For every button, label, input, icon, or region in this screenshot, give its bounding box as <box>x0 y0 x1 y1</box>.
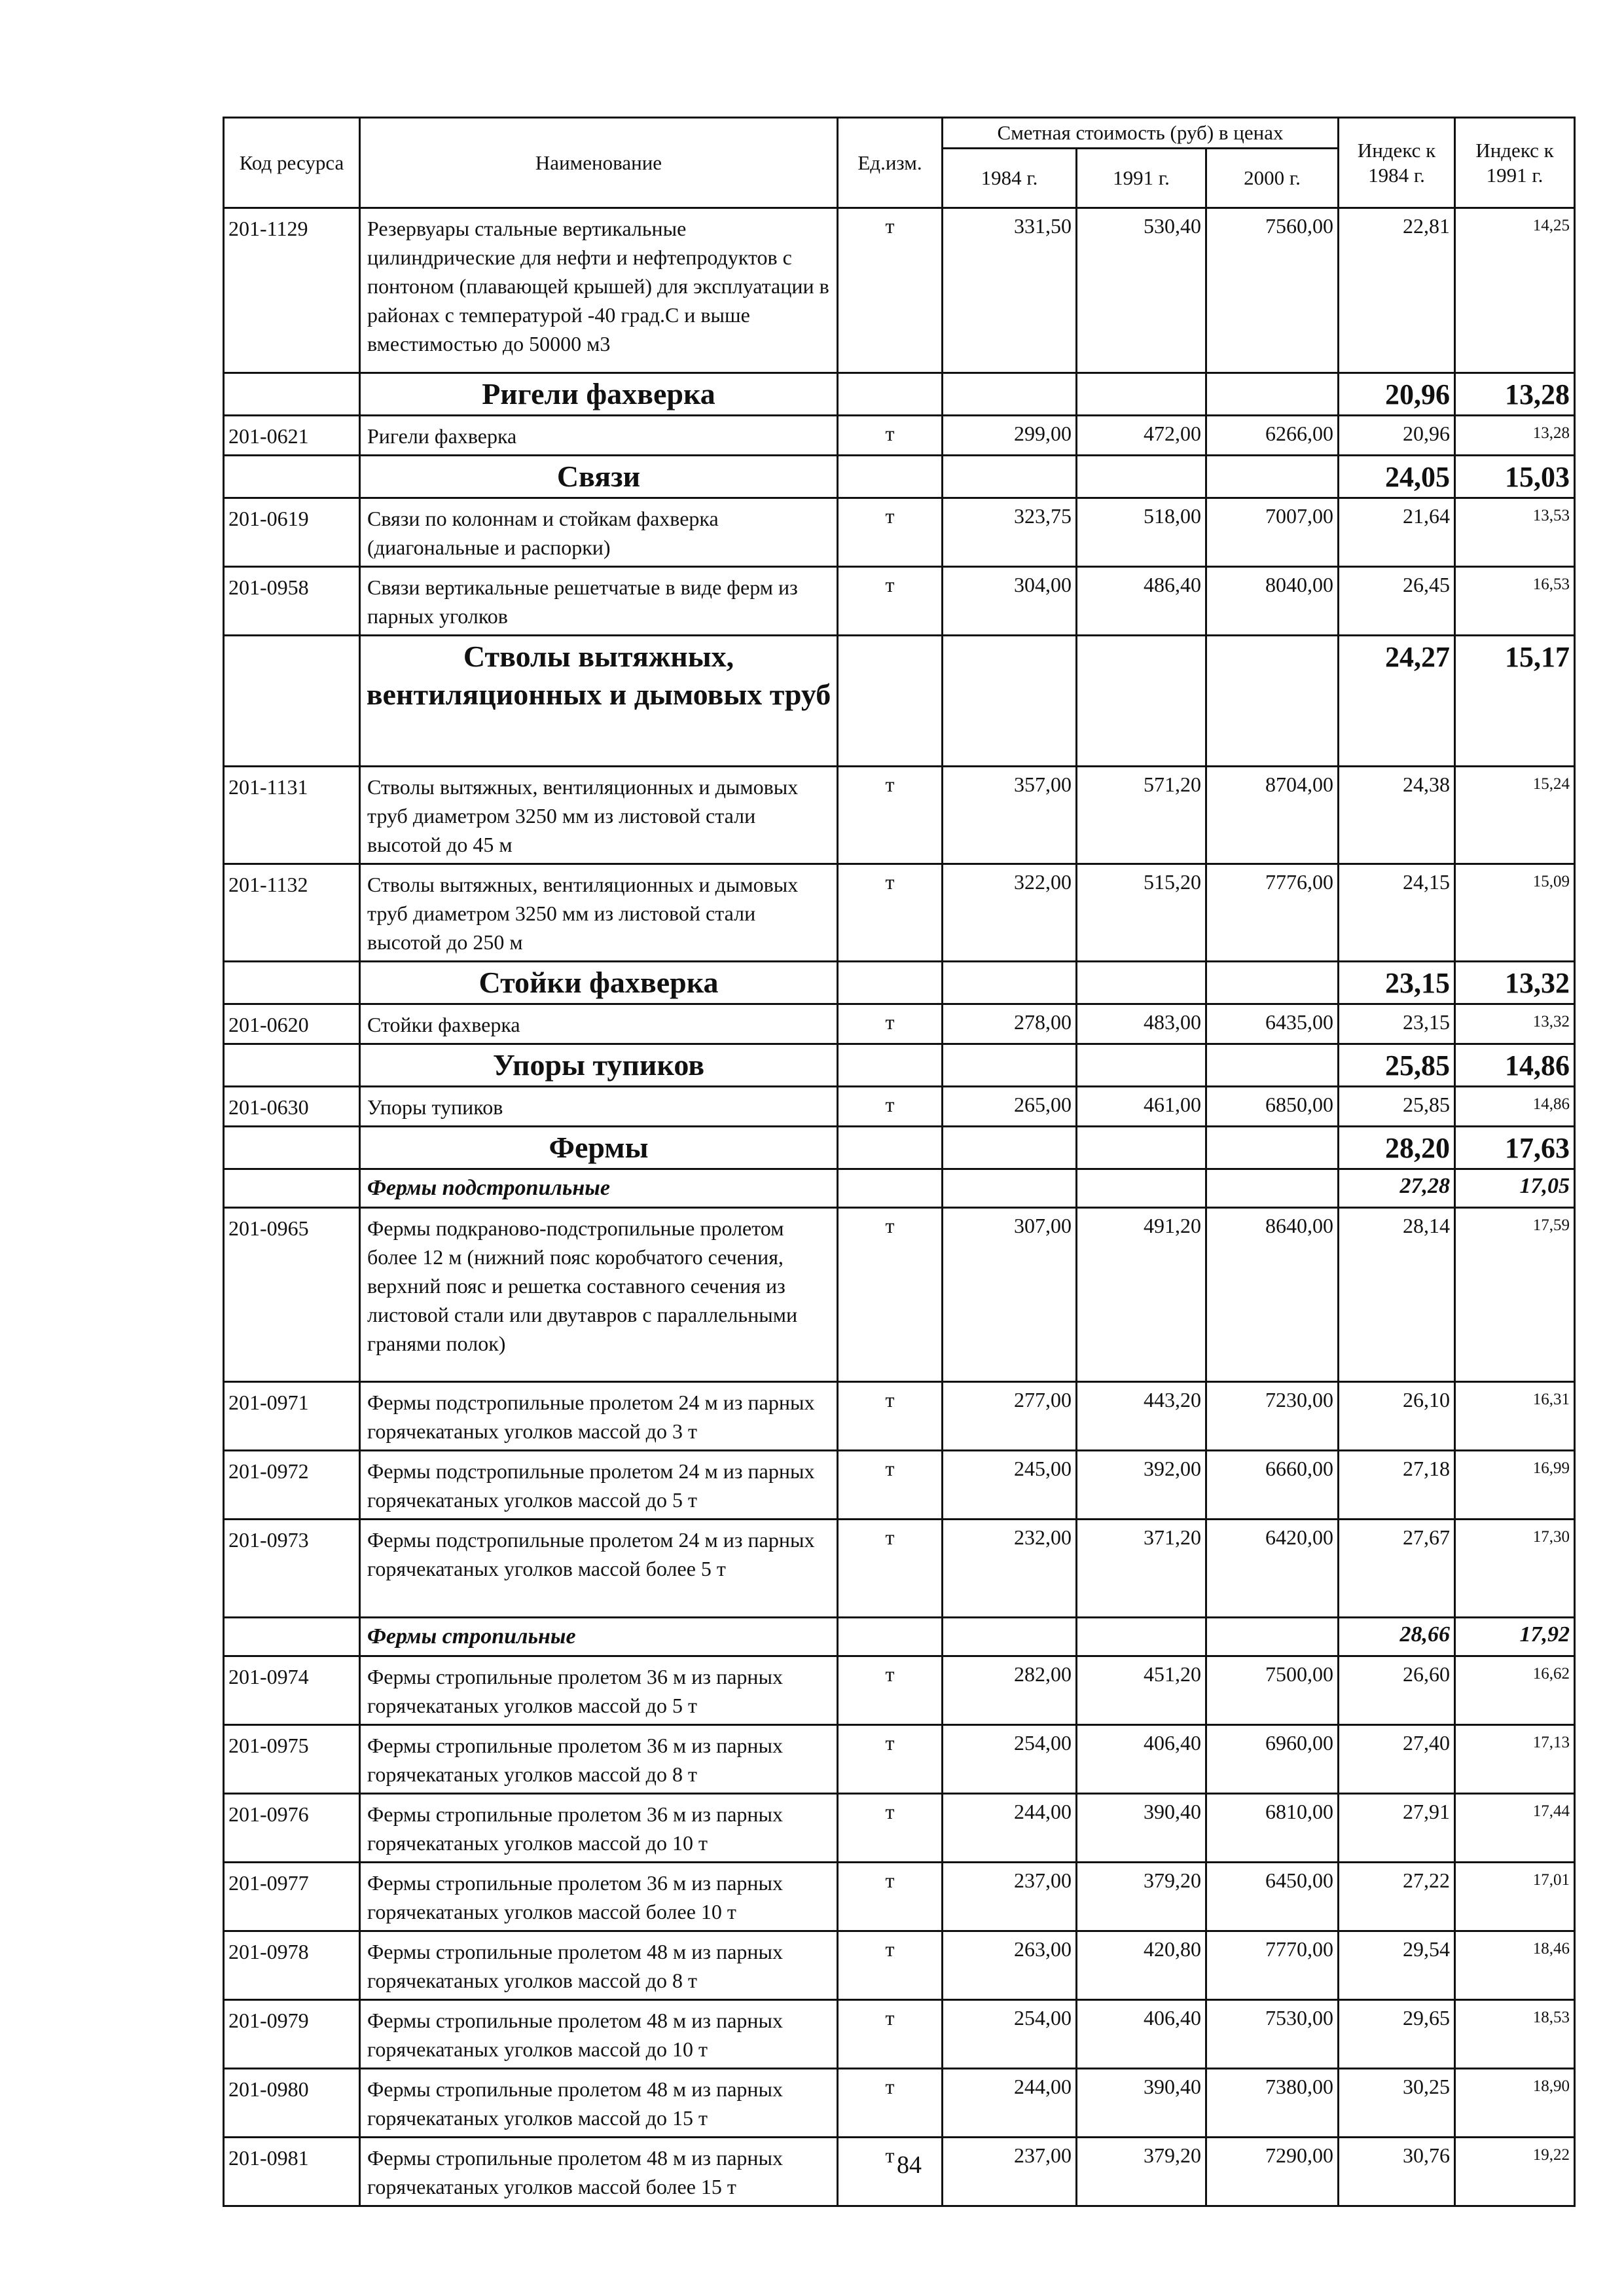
table-row <box>224 1382 1575 1451</box>
cell-price-1984 <box>943 373 1077 416</box>
cell-price-1991: 486,40 <box>1077 567 1206 636</box>
cell-price-2000 <box>1206 1169 1339 1208</box>
cell-index-1984: 28,66 <box>1339 1618 1455 1656</box>
table-row <box>224 1520 1575 1618</box>
header-name: Наименование <box>360 118 838 208</box>
cell-name: Фермы стропильные пролетом 36 м из парных горячекатаных уголков массой до 5 т <box>360 1656 838 1725</box>
cell-unit: т <box>838 1451 943 1520</box>
price-table <box>223 117 1576 2207</box>
cell-index-1991: 13,28 <box>1455 373 1575 416</box>
cell-price-1984 <box>943 636 1077 767</box>
cell-price-1991: 571,20 <box>1077 767 1206 864</box>
cell-index-1984: 24,38 <box>1339 767 1455 864</box>
cell-unit: т <box>838 2069 943 2138</box>
cell-index-1984: 24,05 <box>1339 456 1455 498</box>
cell-price-2000: 6810,00 <box>1206 1794 1339 1863</box>
header-year-1991: 1991 г. <box>1077 149 1206 208</box>
cell-name: Фермы стропильные пролетом 36 м из парных горячекатаных уголков массой до 10 т <box>360 1794 838 1863</box>
cell-index-1984: 27,91 <box>1339 1794 1455 1863</box>
cell-index-1984: 26,10 <box>1339 1382 1455 1451</box>
cell-price-1991: 443,20 <box>1077 1382 1206 1451</box>
cell-price-1984: 304,00 <box>943 567 1077 636</box>
table-row <box>224 2000 1575 2069</box>
cell-code: 201-0975 <box>224 1725 360 1794</box>
header-estimate: Сметная стоимость (руб) в ценах <box>943 118 1339 149</box>
cell-name: Фермы подстропильные пролетом 24 м из парных горячекатаных уголков массой до 5 т <box>360 1451 838 1520</box>
cell-unit <box>838 962 943 1004</box>
cell-index-1991: 14,86 <box>1455 1087 1575 1127</box>
cell-price-1984: 323,75 <box>943 498 1077 567</box>
cell-unit: т <box>838 1794 943 1863</box>
cell-code: 201-0978 <box>224 1931 360 2000</box>
cell-code <box>224 1618 360 1656</box>
cell-index-1991: 17,59 <box>1455 1208 1575 1382</box>
cell-unit <box>838 1618 943 1656</box>
cell-price-2000: 7776,00 <box>1206 864 1339 962</box>
subsection-row <box>224 1169 1575 1208</box>
table-row <box>224 1794 1575 1863</box>
cell-name: Фермы стропильные пролетом 36 м из парных горячекатаных уголков массой более 10 т <box>360 1863 838 1931</box>
cell-price-2000: 8040,00 <box>1206 567 1339 636</box>
cell-index-1984: 26,45 <box>1339 567 1455 636</box>
cell-price-1991: 379,20 <box>1077 2138 1206 2206</box>
cell-unit: т <box>838 1725 943 1794</box>
cell-price-2000: 6266,00 <box>1206 416 1339 456</box>
cell-price-1991: 390,40 <box>1077 1794 1206 1863</box>
cell-unit <box>838 373 943 416</box>
cell-unit <box>838 1169 943 1208</box>
header-year-1984: 1984 г. <box>943 149 1077 208</box>
cell-code: 201-0620 <box>224 1004 360 1044</box>
cell-price-1991: 461,00 <box>1077 1087 1206 1127</box>
cell-index-1984: 26,60 <box>1339 1656 1455 1725</box>
cell-price-1991 <box>1077 1169 1206 1208</box>
subsection-row <box>224 1618 1575 1656</box>
cell-code <box>224 1127 360 1169</box>
cell-code: 201-0621 <box>224 416 360 456</box>
cell-index-1991: 17,13 <box>1455 1725 1575 1794</box>
cell-index-1984: 28,20 <box>1339 1127 1455 1169</box>
cell-index-1984: 20,96 <box>1339 416 1455 456</box>
cell-price-1984: 299,00 <box>943 416 1077 456</box>
header-year-2000: 2000 г. <box>1206 149 1339 208</box>
cell-index-1984: 25,85 <box>1339 1087 1455 1127</box>
cell-price-2000: 7500,00 <box>1206 1656 1339 1725</box>
cell-price-2000: 7560,00 <box>1206 208 1339 373</box>
cell-name: Фермы подстропильные пролетом 24 м из парных горячекатаных уголков массой более 5 т <box>360 1520 838 1618</box>
cell-code: 201-0979 <box>224 2000 360 2069</box>
table-row <box>224 1863 1575 1931</box>
cell-price-1991 <box>1077 962 1206 1004</box>
cell-code <box>224 1044 360 1087</box>
cell-index-1991: 14,86 <box>1455 1044 1575 1087</box>
cell-code: 201-0977 <box>224 1863 360 1931</box>
cell-unit: т <box>838 767 943 864</box>
cell-price-2000: 7380,00 <box>1206 2069 1339 2138</box>
cell-price-1991: 518,00 <box>1077 498 1206 567</box>
cell-price-1984: 245,00 <box>943 1451 1077 1520</box>
cell-price-1991 <box>1077 1044 1206 1087</box>
cell-price-2000 <box>1206 373 1339 416</box>
cell-name: Стволы вытяжных, вентиляционных и дымовых труб диаметром 3250 мм из листовой стали высотой до 250 м <box>360 864 838 962</box>
table-row <box>224 864 1575 962</box>
cell-price-2000: 6420,00 <box>1206 1520 1339 1618</box>
cell-unit: т <box>838 1863 943 1931</box>
cell-index-1991: 16,62 <box>1455 1656 1575 1725</box>
cell-unit <box>838 636 943 767</box>
cell-price-1984: 232,00 <box>943 1520 1077 1618</box>
cell-code: 201-0958 <box>224 567 360 636</box>
cell-index-1984: 27,18 <box>1339 1451 1455 1520</box>
cell-price-2000 <box>1206 1044 1339 1087</box>
cell-price-1984 <box>943 1169 1077 1208</box>
table-row <box>224 767 1575 864</box>
cell-price-1991: 371,20 <box>1077 1520 1206 1618</box>
cell-index-1984: 27,40 <box>1339 1725 1455 1794</box>
cell-price-1984: 254,00 <box>943 2000 1077 2069</box>
cell-index-1984: 29,65 <box>1339 2000 1455 2069</box>
header-index-1984: Индекс к 1984 г. <box>1339 118 1455 208</box>
cell-index-1991: 16,53 <box>1455 567 1575 636</box>
cell-name: Фермы стропильные <box>360 1618 838 1656</box>
cell-name: Фермы стропильные пролетом 36 м из парных горячекатаных уголков массой до 8 т <box>360 1725 838 1794</box>
table-row <box>224 567 1575 636</box>
cell-price-1984: 265,00 <box>943 1087 1077 1127</box>
cell-unit: т <box>838 498 943 567</box>
cell-price-1991: 406,40 <box>1077 1725 1206 1794</box>
cell-name: Ригели фахверка <box>360 373 838 416</box>
cell-unit: т <box>838 1931 943 2000</box>
cell-code: 201-0619 <box>224 498 360 567</box>
cell-index-1991: 14,25 <box>1455 208 1575 373</box>
cell-index-1984: 23,15 <box>1339 1004 1455 1044</box>
header-code: Код ресурса <box>224 118 360 208</box>
cell-price-1984: 277,00 <box>943 1382 1077 1451</box>
cell-index-1991: 16,99 <box>1455 1451 1575 1520</box>
section-row <box>224 1127 1575 1169</box>
cell-unit <box>838 1127 943 1169</box>
cell-index-1984: 23,15 <box>1339 962 1455 1004</box>
cell-index-1991: 15,24 <box>1455 767 1575 864</box>
cell-unit: т <box>838 567 943 636</box>
cell-price-1991: 379,20 <box>1077 1863 1206 1931</box>
cell-price-2000: 8640,00 <box>1206 1208 1339 1382</box>
cell-price-1991 <box>1077 1618 1206 1656</box>
section-row <box>224 456 1575 498</box>
cell-name: Фермы стропильные пролетом 48 м из парных горячекатаных уголков массой до 8 т <box>360 1931 838 2000</box>
cell-price-2000: 7530,00 <box>1206 2000 1339 2069</box>
cell-price-1991: 390,40 <box>1077 2069 1206 2138</box>
cell-code <box>224 373 360 416</box>
cell-code: 201-0973 <box>224 1520 360 1618</box>
table-row <box>224 2069 1575 2138</box>
cell-price-1984: 254,00 <box>943 1725 1077 1794</box>
cell-unit: т <box>838 2000 943 2069</box>
cell-code: 201-0630 <box>224 1087 360 1127</box>
cell-name: Ригели фахверка <box>360 416 838 456</box>
header-index-1991: Индекс к 1991 г. <box>1455 118 1575 208</box>
cell-price-2000: 7230,00 <box>1206 1382 1339 1451</box>
page-number: 84 <box>897 2151 922 2179</box>
cell-code: 201-0981 <box>224 2138 360 2206</box>
cell-price-1984: 357,00 <box>943 767 1077 864</box>
cell-price-1991 <box>1077 636 1206 767</box>
cell-price-1991 <box>1077 456 1206 498</box>
cell-name: Стойки фахверка <box>360 1004 838 1044</box>
table-row <box>224 1087 1575 1127</box>
cell-price-2000: 7007,00 <box>1206 498 1339 567</box>
cell-index-1984: 30,25 <box>1339 2069 1455 2138</box>
table-row <box>224 498 1575 567</box>
cell-price-2000 <box>1206 1127 1339 1169</box>
section-row <box>224 962 1575 1004</box>
section-row <box>224 636 1575 767</box>
cell-code <box>224 1169 360 1208</box>
header-unit: Ед.изм. <box>838 118 943 208</box>
cell-index-1991: 13,53 <box>1455 498 1575 567</box>
cell-price-1991: 491,20 <box>1077 1208 1206 1382</box>
table-row <box>224 1931 1575 2000</box>
cell-price-1984: 244,00 <box>943 2069 1077 2138</box>
table-row <box>224 1725 1575 1794</box>
cell-price-2000: 6450,00 <box>1206 1863 1339 1931</box>
cell-index-1991: 19,22 <box>1455 2138 1575 2206</box>
cell-name: Фермы стропильные пролетом 48 м из парных горячекатаных уголков массой до 15 т <box>360 2069 838 2138</box>
cell-code <box>224 636 360 767</box>
cell-index-1991: 13,32 <box>1455 962 1575 1004</box>
cell-index-1991: 17,92 <box>1455 1618 1575 1656</box>
cell-price-2000: 6850,00 <box>1206 1087 1339 1127</box>
section-row <box>224 1044 1575 1087</box>
cell-unit: т <box>838 1087 943 1127</box>
cell-price-2000 <box>1206 962 1339 1004</box>
cell-unit: т <box>838 1382 943 1451</box>
cell-price-2000 <box>1206 1618 1339 1656</box>
cell-price-1984: 307,00 <box>943 1208 1077 1382</box>
cell-code: 201-1131 <box>224 767 360 864</box>
cell-price-1991: 530,40 <box>1077 208 1206 373</box>
cell-code <box>224 962 360 1004</box>
cell-price-2000: 6660,00 <box>1206 1451 1339 1520</box>
cell-price-1991: 515,20 <box>1077 864 1206 962</box>
cell-unit: т <box>838 864 943 962</box>
cell-code <box>224 456 360 498</box>
cell-name: Упоры тупиков <box>360 1087 838 1127</box>
cell-index-1984: 28,14 <box>1339 1208 1455 1382</box>
cell-code: 201-0976 <box>224 1794 360 1863</box>
cell-name: Стволы вытяжных, вентиляционных и дымовых труб <box>360 636 838 767</box>
cell-name: Фермы подкраново-подстропильные пролетом более 12 м (нижний пояс коробчатого сечения, верхний пояс и решетка составного сечения из листовой стали или двутавров с параллельными гранями полок) <box>360 1208 838 1382</box>
cell-unit: т <box>838 208 943 373</box>
cell-price-2000: 6960,00 <box>1206 1725 1339 1794</box>
cell-index-1991: 18,53 <box>1455 2000 1575 2069</box>
cell-code: 201-0971 <box>224 1382 360 1451</box>
cell-index-1991: 15,17 <box>1455 636 1575 767</box>
cell-price-1984: 322,00 <box>943 864 1077 962</box>
cell-price-1991: 392,00 <box>1077 1451 1206 1520</box>
cell-index-1984: 25,85 <box>1339 1044 1455 1087</box>
cell-index-1991: 16,31 <box>1455 1382 1575 1451</box>
cell-unit: т <box>838 416 943 456</box>
cell-index-1991: 13,32 <box>1455 1004 1575 1044</box>
cell-price-2000 <box>1206 456 1339 498</box>
cell-index-1984: 29,54 <box>1339 1931 1455 2000</box>
cell-index-1984: 21,64 <box>1339 498 1455 567</box>
cell-name: Упоры тупиков <box>360 1044 838 1087</box>
cell-index-1991: 15,03 <box>1455 456 1575 498</box>
cell-code: 201-0980 <box>224 2069 360 2138</box>
cell-price-2000: 7290,00 <box>1206 2138 1339 2206</box>
cell-code: 201-0965 <box>224 1208 360 1382</box>
cell-price-1991 <box>1077 1127 1206 1169</box>
cell-index-1984: 24,27 <box>1339 636 1455 767</box>
cell-name: Фермы стропильные пролетом 48 м из парных горячекатаных уголков массой более 15 т <box>360 2138 838 2206</box>
cell-price-1991: 406,40 <box>1077 2000 1206 2069</box>
cell-code: 201-0974 <box>224 1656 360 1725</box>
cell-index-1991: 18,90 <box>1455 2069 1575 2138</box>
cell-price-1991 <box>1077 373 1206 416</box>
cell-index-1984: 24,15 <box>1339 864 1455 962</box>
cell-index-1991: 17,01 <box>1455 1863 1575 1931</box>
cell-name: Резервуары стальные вертикальные цилиндрические для нефти и нефтепродуктов с понтоном (плавающей крышей) для эксплуатации в районах с температурой -40 град.С и выше вместимостью до 50000 м3 <box>360 208 838 373</box>
cell-price-1984: 237,00 <box>943 1863 1077 1931</box>
table-row <box>224 1656 1575 1725</box>
cell-index-1984: 20,96 <box>1339 373 1455 416</box>
cell-index-1984: 30,76 <box>1339 2138 1455 2206</box>
cell-unit: т <box>838 1656 943 1725</box>
cell-name: Фермы подстропильные пролетом 24 м из парных горячекатаных уголков массой до 3 т <box>360 1382 838 1451</box>
cell-price-1984 <box>943 1127 1077 1169</box>
cell-price-1984: 331,50 <box>943 208 1077 373</box>
cell-price-1991: 420,80 <box>1077 1931 1206 2000</box>
cell-index-1984: 27,67 <box>1339 1520 1455 1618</box>
cell-name: Связи по колоннам и стойкам фахверка (диагональные и распорки) <box>360 498 838 567</box>
cell-index-1991: 17,63 <box>1455 1127 1575 1169</box>
table-body <box>224 208 1575 2206</box>
cell-unit: т <box>838 1208 943 1382</box>
cell-price-1991: 472,00 <box>1077 416 1206 456</box>
cell-index-1991: 18,46 <box>1455 1931 1575 2000</box>
cell-index-1984: 27,28 <box>1339 1169 1455 1208</box>
table-row <box>224 1208 1575 1382</box>
cell-index-1991: 17,44 <box>1455 1794 1575 1863</box>
cell-unit: т <box>838 1520 943 1618</box>
cell-index-1984: 27,22 <box>1339 1863 1455 1931</box>
cell-index-1991: 15,09 <box>1455 864 1575 962</box>
cell-code: 201-1129 <box>224 208 360 373</box>
table-row <box>224 1004 1575 1044</box>
cell-index-1991: 17,05 <box>1455 1169 1575 1208</box>
cell-name: Фермы подстропильные <box>360 1169 838 1208</box>
cell-unit: т <box>838 1004 943 1044</box>
cell-index-1991: 17,30 <box>1455 1520 1575 1618</box>
cell-name: Фермы <box>360 1127 838 1169</box>
cell-price-1984: 282,00 <box>943 1656 1077 1725</box>
cell-name: Связи <box>360 456 838 498</box>
cell-name: Стойки фахверка <box>360 962 838 1004</box>
cell-unit <box>838 1044 943 1087</box>
cell-price-1991: 451,20 <box>1077 1656 1206 1725</box>
cell-name: Фермы стропильные пролетом 48 м из парных горячекатаных уголков массой до 10 т <box>360 2000 838 2069</box>
cell-price-1984 <box>943 1044 1077 1087</box>
cell-code: 201-1132 <box>224 864 360 962</box>
table-row <box>224 416 1575 456</box>
cell-price-1984: 237,00 <box>943 2138 1077 2206</box>
cell-index-1984: 22,81 <box>1339 208 1455 373</box>
cell-price-2000: 7770,00 <box>1206 1931 1339 2000</box>
cell-price-1984: 244,00 <box>943 1794 1077 1863</box>
cell-price-2000: 8704,00 <box>1206 767 1339 864</box>
cell-name: Стволы вытяжных, вентиляционных и дымовых труб диаметром 3250 мм из листовой стали высотой до 45 м <box>360 767 838 864</box>
cell-price-1984 <box>943 456 1077 498</box>
table-row <box>224 1451 1575 1520</box>
cell-price-1991: 483,00 <box>1077 1004 1206 1044</box>
cell-price-1984: 263,00 <box>943 1931 1077 2000</box>
section-row <box>224 373 1575 416</box>
table-row <box>224 208 1575 373</box>
cell-unit <box>838 456 943 498</box>
cell-price-2000 <box>1206 636 1339 767</box>
cell-index-1991: 13,28 <box>1455 416 1575 456</box>
cell-name: Связи вертикальные решетчатые в виде ферм из парных уголков <box>360 567 838 636</box>
cell-code: 201-0972 <box>224 1451 360 1520</box>
cell-price-1984 <box>943 1618 1077 1656</box>
cell-unit: т <box>838 2138 943 2206</box>
cell-price-2000: 6435,00 <box>1206 1004 1339 1044</box>
cell-price-1984 <box>943 962 1077 1004</box>
cell-price-1984: 278,00 <box>943 1004 1077 1044</box>
